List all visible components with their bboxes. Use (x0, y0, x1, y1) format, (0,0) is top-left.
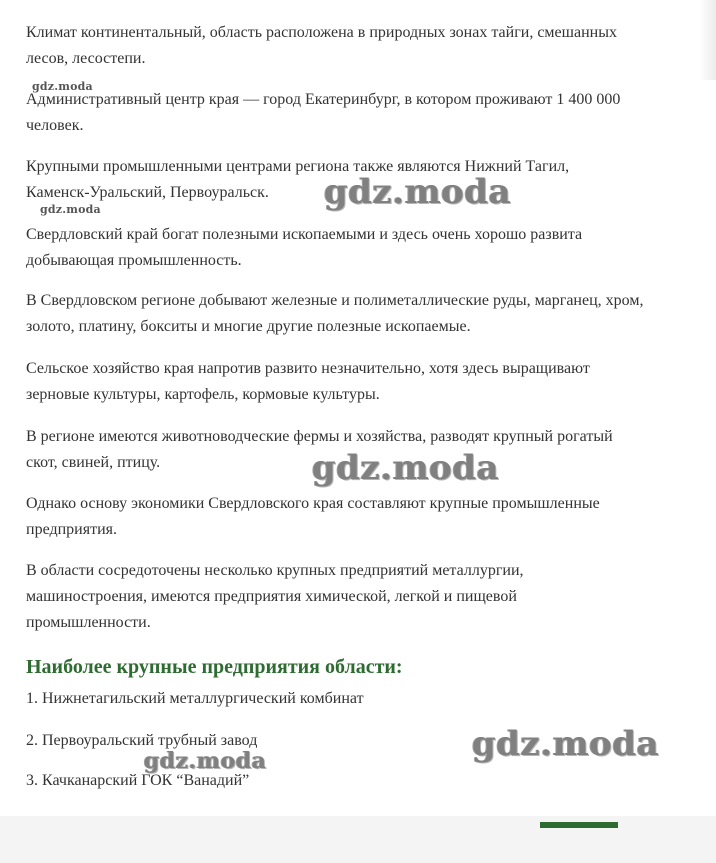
text-line: скот, свиней, птицу. (26, 454, 161, 471)
watermark: gdz.moda (144, 748, 267, 774)
text-line: машиностроения, имеются предприятия химической, легкой и пищевой (26, 588, 517, 605)
text-line: Однако основу экономики Свердловского края составляют крупные промышленные (26, 495, 600, 512)
watermark: gdz.moda (472, 724, 660, 764)
text-line: Административный центр края — город Екатеринбург, в котором проживают 1 400 000 (26, 91, 621, 108)
text-line: Свердловский край богат полезными ископаемыми и здесь очень хорошо развита (26, 226, 583, 243)
watermark: gdz.moda (40, 203, 101, 216)
paragraph-economy (26, 491, 686, 543)
paragraph-climate (26, 20, 686, 72)
text-line: В Свердловском регионе добывают железные и полиметаллические руды, марганец, хром, (26, 292, 644, 309)
paragraph-minerals (26, 222, 686, 274)
footer-accent-bar (540, 822, 618, 828)
list-item: 3. Качканарский ГОК “Ванадий” (26, 772, 250, 789)
text-line: Сельское хозяйство края напротив развито незначительно, хотя здесь выращивают (26, 360, 590, 377)
paragraph-ores (26, 288, 686, 340)
text-line: предприятия. (26, 521, 117, 538)
text-line: лесов, лесостепи. (26, 50, 146, 67)
text-line: человек. (26, 117, 84, 134)
watermark: gdz.moda (32, 80, 93, 93)
paragraph-enterprises (26, 558, 686, 636)
list-item: 1. Нижнетагильский металлургический комбинат (26, 690, 364, 707)
watermark: gdz.moda (324, 172, 512, 212)
paragraph-agriculture (26, 356, 686, 408)
section-heading: Наиболее крупные предприятия области: (26, 656, 403, 678)
text-line: золото, платину, бокситы и многие другие полезные ископаемые. (26, 318, 471, 335)
text-line: промышленности. (26, 614, 151, 631)
text-line: В области сосредоточены несколько крупных предприятий металлургии, (26, 562, 524, 579)
watermark: gdz.moda (312, 448, 500, 488)
text-line: Каменск-Уральский, Первоуральск. (26, 184, 269, 201)
list-item: 2. Первоуральский трубный завод (26, 732, 258, 749)
text-line: добывающая промышленность. (26, 252, 242, 269)
paragraph-admin-center (26, 87, 686, 139)
text-line: Крупными промышленными центрами региона также являются Нижний Тагил, (26, 158, 570, 175)
scroll-edge-shadow (700, 0, 716, 80)
text-line: Климат континентальный, область расположена в природных зонах тайги, смешанных (26, 24, 617, 41)
text-line: зерновые культуры, картофель, кормовые культуры. (26, 386, 380, 403)
text-line: В регионе имеются животноводческие фермы и хозяйства, разводят крупный рогатый (26, 428, 613, 445)
